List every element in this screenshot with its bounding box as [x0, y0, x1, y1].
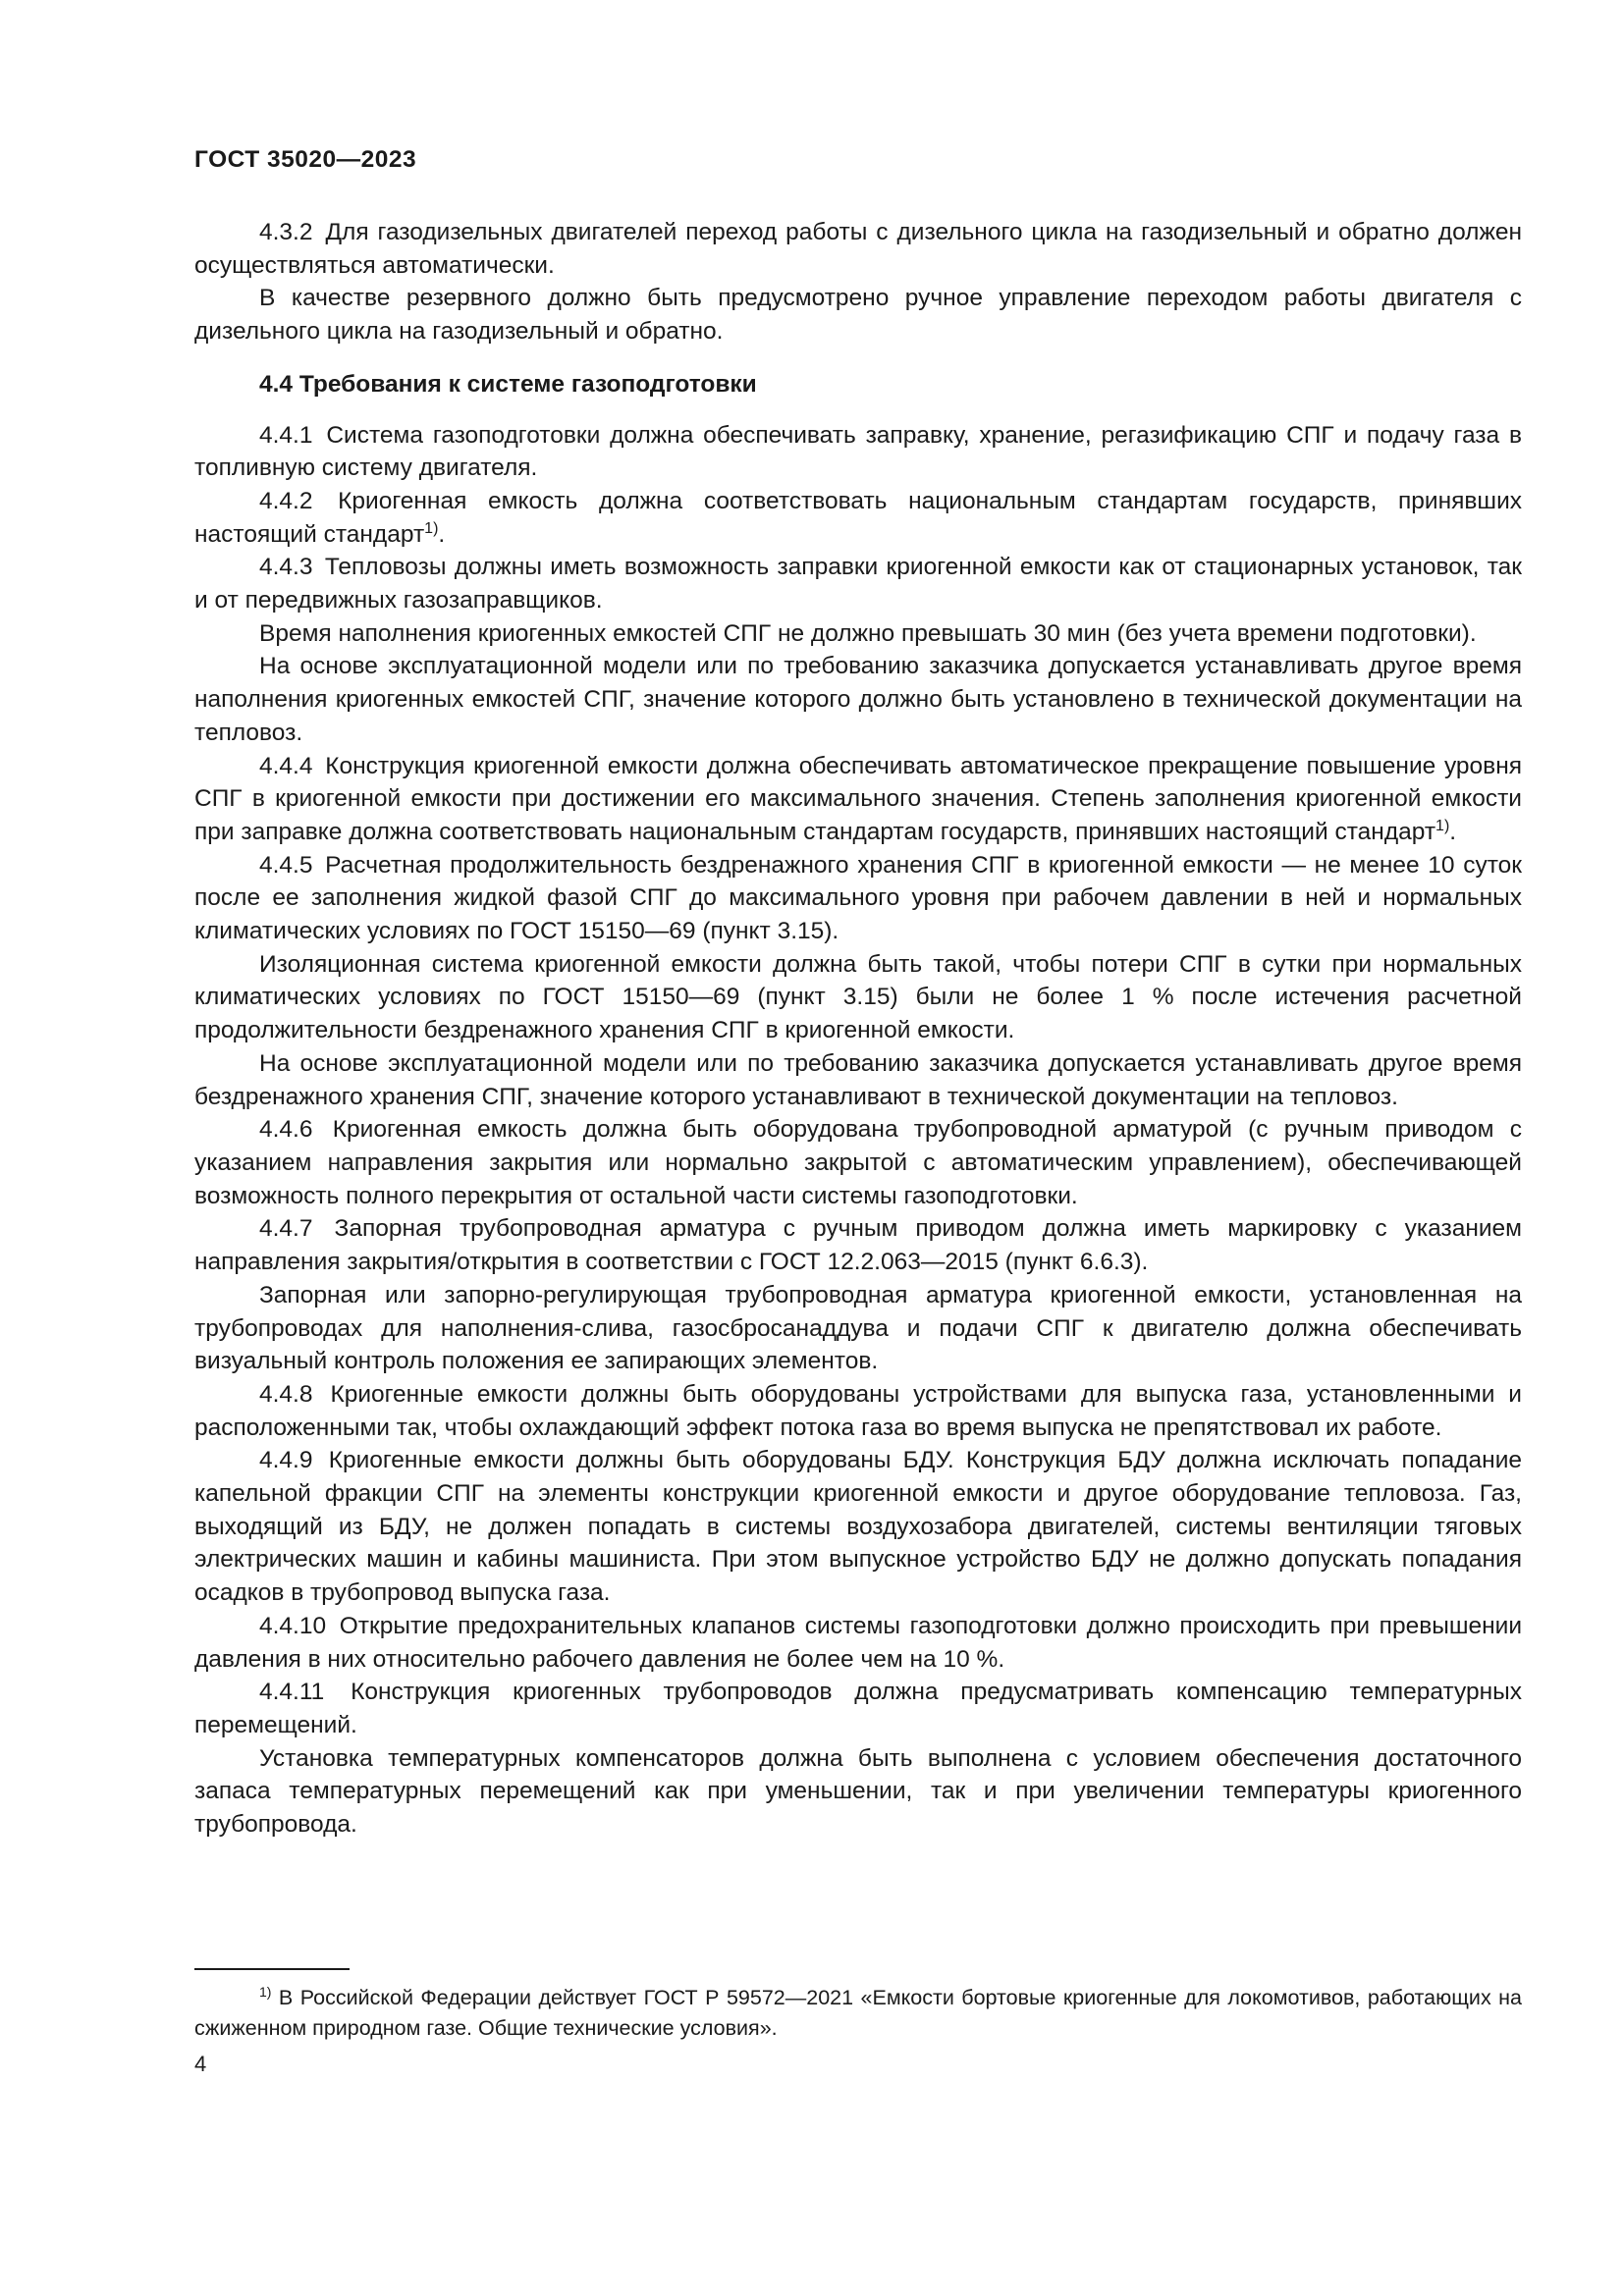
page-number: 4 [194, 2052, 207, 2076]
clause-number: 4.4.10 [259, 1612, 327, 1639]
clause-4-4-4 [194, 750, 1522, 849]
footnote-text: В Российской Федерации действует ГОСТ Р 59572—2021 «Емкости бортовые криогенные для локомотивов, работающих на сжиженном природном газе. Общие технические условия». [194, 1986, 1522, 2040]
clause-number: 4.4.4 [259, 752, 313, 779]
paragraph-text: Установка температурных компенсаторов должна быть выполнена с условием обеспечения достаточного запаса температурных перемещений как при уменьшении, так и при увеличении температуры криогенного трубопровода. [194, 1744, 1522, 1839]
clause-text: Расчетная продолжительность бездренажного хранения СПГ в криогенной емкости — не менее 10 суток после ее заполнения жидкой фазой СПГ до максимального уровня при рабочем давлении в ней и нормальных климатических условиях по ГОСТ 15150—69 (пункт 3.15). [194, 851, 1522, 945]
clause-4-4-8 [194, 1378, 1522, 1444]
footnote-ref: 1) [1435, 817, 1450, 834]
clause-text: Криогенная емкость должна соответствовать национальным стандартам государств, принявших настоящий стандарт [194, 487, 1523, 548]
paragraph [194, 1047, 1522, 1113]
clause-4-4-11 [194, 1676, 1522, 1741]
clause-number: 4.4.1 [259, 421, 313, 449]
clause-4-4-9 [194, 1444, 1522, 1610]
paragraph-text: В качестве резервного должно быть предусмотрено ручное управление переходом работы двигателя с дизельного цикла на газодизельный и обратно. [194, 285, 1522, 346]
paragraph-text: На основе эксплуатационной модели или по требованию заказчика допускается устанавливать другое время наполнения криогенных емкостей СПГ, значение которого должно быть установлено в технической документации на тепловоз. [194, 653, 1522, 746]
paragraph [194, 1279, 1522, 1378]
paragraph-text: Запорная или запорно-регулирующая трубопроводная арматура криогенной емкости, установленная на трубопроводах для наполнения-слива, газосбросанаддува и подачи СПГ к двигателю должна обеспечивать визуальный контроль положения ее запирающих элементов. [194, 1281, 1522, 1375]
clause-text: Запорная трубопроводная арматура с ручным приводом должна иметь маркировку с указанием направления закрытия/открытия в соответствии с ГОСТ 12.2.063—2015 (пункт 6.6.3). [194, 1215, 1523, 1276]
clause-text: Конструкция криогенной емкости должна обеспечивать автоматическое прекращение повышение уровня СПГ в криогенной емкости при достижении его максимального значения. Степень заполнения криогенной емкости при заправке должна соответствовать национальным стандартам государств, принявших настоящий стандарт [194, 752, 1522, 845]
clause-text: Криогенные емкости должны быть оборудованы устройствами для выпуска газа, установленными и расположенными так, чтобы охлаждающий эффект потока газа во время выпуска не препятствовал их работе. [194, 1380, 1522, 1441]
clause-number: 4.4.11 [259, 1679, 325, 1706]
clause-4-4-10 [194, 1610, 1522, 1676]
clause-number: 4.4.8 [259, 1380, 313, 1408]
footnote [194, 1983, 1522, 2044]
clause-tail: . [438, 520, 446, 548]
clause-number: 4.4.6 [259, 1116, 313, 1144]
paragraph-text: Изоляционная система криогенной емкости должна быть такой, чтобы потери СПГ в сутки при нормальных климатических условиях по ГОСТ 15150—69 (пункт 3.15) были не более 1 % после истечения расчетной продолжительности бездренажного хранения СПГ в криогенной емкости. [194, 950, 1522, 1044]
footnote-divider [194, 1968, 350, 1970]
paragraph-text: Время наполнения криогенных емкостей СПГ не должно превышать 30 мин (без учета времени подготовки). [259, 619, 1477, 647]
clause-text: Конструкция криогенных трубопроводов должна предусматривать компенсацию температурных перемещений. [194, 1679, 1523, 1738]
clause-tail: . [1449, 818, 1457, 845]
section-heading: 4.4 Требования к системе газоподготовки [259, 370, 757, 398]
clause-number: 4.4.7 [259, 1215, 313, 1243]
paragraph-text: Для газодизельных двигателей переход работы с дизельного цикла на газодизельный и обратно должен осуществляться автоматически. [194, 219, 1523, 279]
paragraph [194, 650, 1522, 749]
paragraph [194, 282, 1522, 347]
clause-text: Тепловозы должны иметь возможность заправки криогенной емкости как от стационарных установок, так и от передвижных газозаправщиков. [194, 554, 1523, 614]
clause-number: 4.3.2 [259, 219, 313, 245]
document-body [194, 216, 1522, 1842]
footnote-ref: 1) [424, 519, 439, 537]
clause-4-4-2 [194, 485, 1522, 551]
clause-text: Криогенные емкости должны быть оборудованы БДУ. Конструкция БДУ должна исключать попадание капельной фракции СПГ на элементы конструкции криогенной емкости и другое оборудование тепловоза. Газ, выходящий из БДУ, не должен попадать в системы воздухозабора двигателей, системы вентиляции тяговых электрических машин и кабины машиниста. При этом выпускное устройство БДУ не должно допускать попадания осадков в трубопровод выпуска газа. [194, 1447, 1523, 1607]
document-page [194, 0, 1522, 2296]
clause-4-4-5 [194, 849, 1522, 948]
clause-number: 4.4.5 [259, 851, 313, 879]
standard-id-header: ГОСТ 35020—2023 [194, 146, 417, 173]
clause-4-4-3 [194, 551, 1522, 616]
paragraph-text: На основе эксплуатационной модели или по требованию заказчика допускается устанавливать другое время бездренажного хранения СПГ, значение которого устанавливают в технической документации на тепловоз. [194, 1049, 1522, 1110]
clause-number: 4.4.2 [259, 487, 313, 514]
clause-number: 4.4.3 [259, 554, 313, 581]
paragraph [194, 948, 1522, 1047]
clause-text: Система газоподготовки должна обеспечивать заправку, хранение, регазификацию СПГ и подачу газа в топливную систему двигателя. [194, 421, 1522, 482]
paragraph [194, 617, 1522, 651]
clause-text: Криогенная емкость должна быть оборудована трубопроводной арматурой (с ручным приводом с указанием направления закрытия или нормально закрытой с автоматическим управлением), обеспечивающей возможность полного перекрытия от остальной части системы газоподготовки. [194, 1116, 1523, 1209]
clause-4-4-6 [194, 1113, 1522, 1212]
clause-text: Открытие предохранительных клапанов системы газоподготовки должно происходить при превышении давления в них относительно рабочего давления не более чем на 10 %. [194, 1612, 1522, 1673]
paragraph [194, 1742, 1522, 1842]
footnote-marker: 1) [259, 1984, 272, 2000]
paragraph-4-3-2 [194, 216, 1522, 282]
clause-4-4-7 [194, 1212, 1522, 1278]
clause-4-4-1 [194, 419, 1522, 485]
clause-number: 4.4.9 [259, 1447, 313, 1474]
